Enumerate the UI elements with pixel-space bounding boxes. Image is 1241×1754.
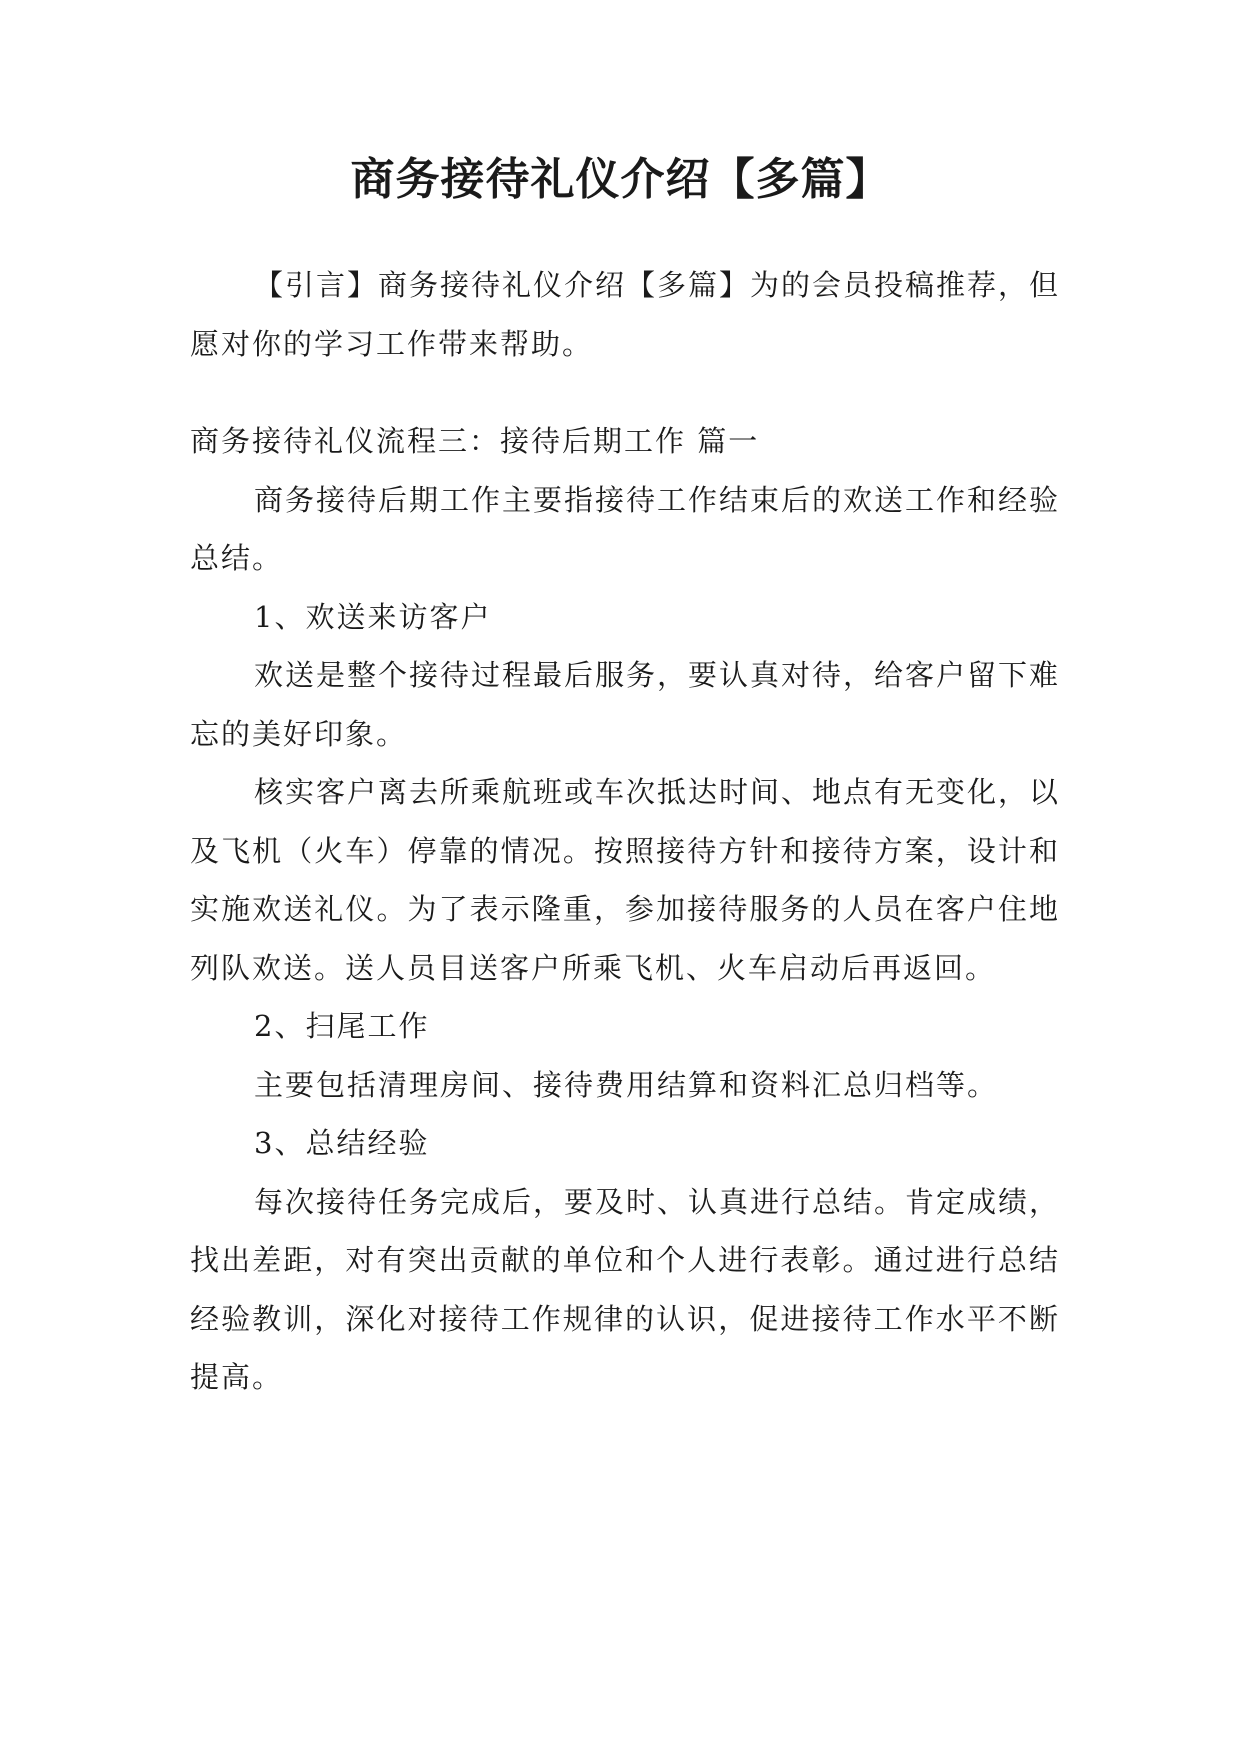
- paragraph-summary: 每次接待任务完成后，要及时、认真进行总结。肯定成绩，找出差距，对有突出贡献的单位和个人进行表彰。通过进行总结经验教训，深化对接待工作规律的认识，促进接待工作水平不断提高。: [190, 1184, 1061, 1394]
- subheading-farewell: 1、欢送来访客户: [254, 599, 492, 634]
- subheading-wrapup: 2、扫尾工作: [254, 1009, 430, 1043]
- paragraph-wrapup: 主要包括清理房间、接待费用结算和资料汇总归档等。: [254, 1067, 999, 1102]
- intro-block: [190, 256, 1060, 373]
- intro-paragraph: 【引言】商务接待礼仪介绍【多篇】为的会员投稿推荐，但愿对你的学习工作带来帮助。: [190, 268, 1061, 361]
- subheading-summary: 3、总结经验: [254, 1126, 430, 1160]
- section-heading: 商务接待礼仪流程三：接待后期工作 篇一: [190, 424, 760, 458]
- document-title: 商务接待礼仪介绍【多篇】: [350, 154, 891, 205]
- paragraph-overview: 商务接待后期工作主要指接待工作结束后的欢送工作和经验总结。: [190, 482, 1061, 575]
- content-block: [190, 412, 1060, 1407]
- paragraph-farewell-details: 核实客户离去所乘航班或车次抵达时间、地点有无变化，以及飞机（火车）停靠的情况。按照接待方针和接待方案，设计和实施欢送礼仪。为了表示隆重，参加接待服务的人员在客户住地列队欢送。送人员目送客户所乘飞机、火车启动后再返回。: [190, 775, 1061, 985]
- paragraph-farewell: 欢送是整个接待过程最后服务，要认真对待，给客户留下难忘的美好印象。: [190, 658, 1061, 751]
